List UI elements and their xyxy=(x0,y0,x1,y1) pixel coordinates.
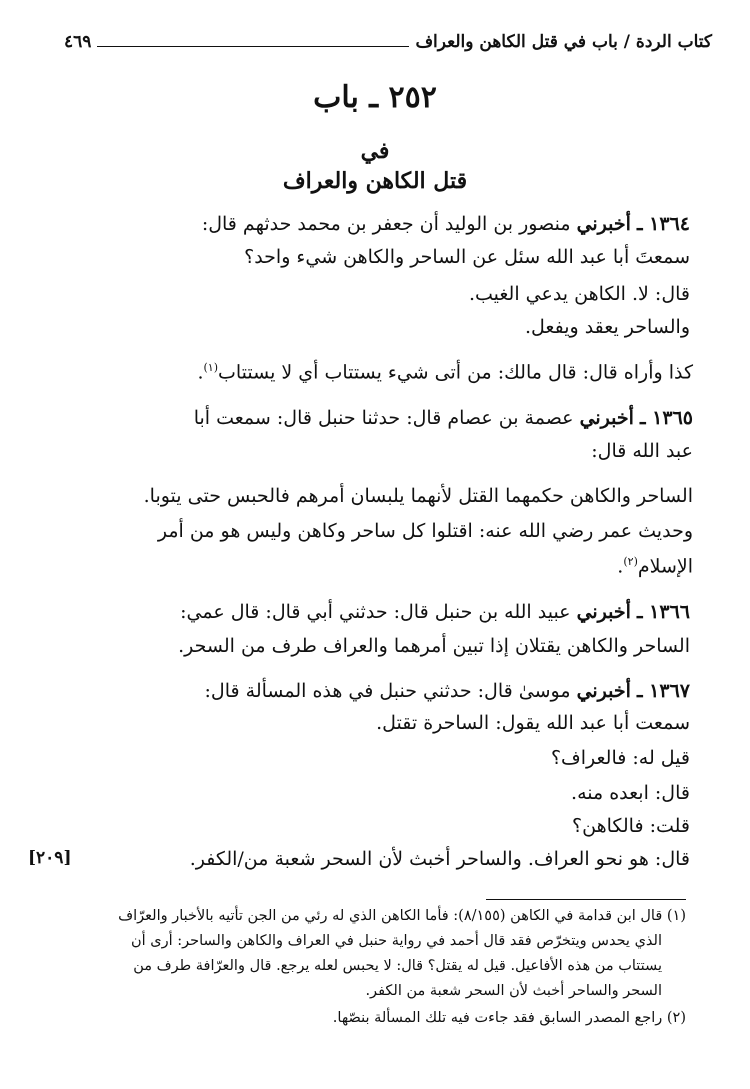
header-rule xyxy=(97,46,409,47)
narration-lead: أخبرني xyxy=(579,407,634,429)
hadith-1367-line-3: قيل له: فالعراف؟ xyxy=(550,747,690,769)
hadith-number: ١٣٦٦ ـ xyxy=(636,601,690,623)
footnote-ref-2: (٢) xyxy=(623,555,638,568)
page-number: ٤٦٩ xyxy=(64,32,92,52)
hadith-1364-note xyxy=(197,361,693,383)
hadith-1365-line-1 xyxy=(194,407,693,429)
footnote-1-line-1: (١) قال ابن قدامة في الكاهن (٨/١٥٥): فأما الكاهن الذي له رئي من الجن تأتيه بالأخبار والعرّاف xyxy=(118,908,686,924)
hadith-number: ١٣٦٤ ـ xyxy=(636,213,690,235)
hadith-text: منصور بن الوليد أن جعفر بن محمد حدثهم قال: xyxy=(201,213,571,235)
note-text: كذا وأراه قال: قال مالك: من أتى شيء يستتاب أي لا يستتاب xyxy=(218,361,693,384)
hadith-1364-line-4: والساحر يعقد ويفعل. xyxy=(525,316,690,338)
hadith-1367-line-6: قال: هو نحو العراف. والساحر أخبث لأن السحر شعبة من/الكفر. xyxy=(189,848,690,870)
hadith-1367-line-1 xyxy=(205,680,690,702)
chapter-title: ٢٥٢ ـ باب xyxy=(313,80,437,115)
note-end: . xyxy=(197,361,204,384)
footnote-1-line-2: الذي يحدس ويتخرّص فقد قال أحمد في رواية حنبل في العراف والكاهن والساحر: أرى أن xyxy=(130,933,662,949)
narration-lead: أخبرني xyxy=(576,213,631,235)
hadith-1367-line-4: قال: ابعده منه. xyxy=(571,782,690,804)
hadith-1364-line-2: سمعتَ أبا عبد الله سئل عن الساحر والكاهن شيء واحد؟ xyxy=(244,246,690,268)
hadith-1367-line-2: سمعت أبا عبد الله يقول: الساحرة تقتل. xyxy=(376,712,690,734)
running-header-title: كتاب الردة / باب في قتل الكاهن والعراف xyxy=(415,32,712,52)
hadith-1365-line-4: وحديث عمر رضي الله عنه: اقتلوا كل ساحر وكاهن وليس هو من أمر xyxy=(157,520,693,542)
hadith-1364-line-1 xyxy=(202,213,690,235)
hadith-1367-line-5: قلت: فالكاهن؟ xyxy=(572,815,690,837)
footnote-separator xyxy=(486,899,686,900)
hadith-1365-line-3: الساحر والكاهن حكمهما القتل لأنهما يلبسان أمرهم فالحبس حتى يتوبا. xyxy=(143,485,693,507)
footnote-2-line-1: (٢) راجع المصدر السابق فقد جاءت فيه تلك المسألة بنصّها. xyxy=(332,1010,686,1026)
narration-lead: أخبرني xyxy=(576,601,631,623)
hadith-1364-line-3: قال: لا. الكاهن يدعي الغيب. xyxy=(468,283,690,305)
hadith-number: ١٣٦٧ ـ xyxy=(636,680,690,702)
hadith-1365-line-5 xyxy=(617,555,693,577)
footnote-ref-1: (١) xyxy=(203,361,218,374)
hadith-number: ١٣٦٥ ـ xyxy=(639,407,693,429)
footnote-1-line-3: يستتاب من هذه الأفاعيل. قيل له يقتل؟ قال: لا يحبس لعله يرجع. قال والعرّافة طرف من xyxy=(133,958,662,974)
chapter-subtitle-fi: في xyxy=(360,138,390,164)
hadith-text: موسىٰ قال: حدثني حنبل في هذه المسألة قال: xyxy=(204,680,571,702)
line-end: . xyxy=(617,555,624,578)
hadith-text: عبيد الله بن حنبل قال: حدثني أبي قال: قال عمي: xyxy=(180,601,571,623)
chapter-subtitle: قتل الكاهن والعراف xyxy=(282,168,468,194)
narration-lead: أخبرني xyxy=(576,680,631,702)
hadith-text: الإسلام xyxy=(637,555,693,578)
footnote-1-line-4: السحر والساحر أخبث لأن السحر شعبة من الكفر. xyxy=(365,983,662,999)
hadith-1365-line-2: عبد الله قال: xyxy=(591,440,693,462)
hadith-1366-line-2: الساحر والكاهن يقتلان إذا تبين أمرهما والعراف طرف من السحر. xyxy=(178,635,690,657)
hadith-1366-line-1 xyxy=(180,601,690,623)
hadith-text: عصمة بن عصام قال: حدثنا حنبل قال: سمعت أبا xyxy=(193,407,574,429)
running-header xyxy=(64,30,712,54)
margin-page-marker: [٢٠٩] xyxy=(28,848,72,868)
